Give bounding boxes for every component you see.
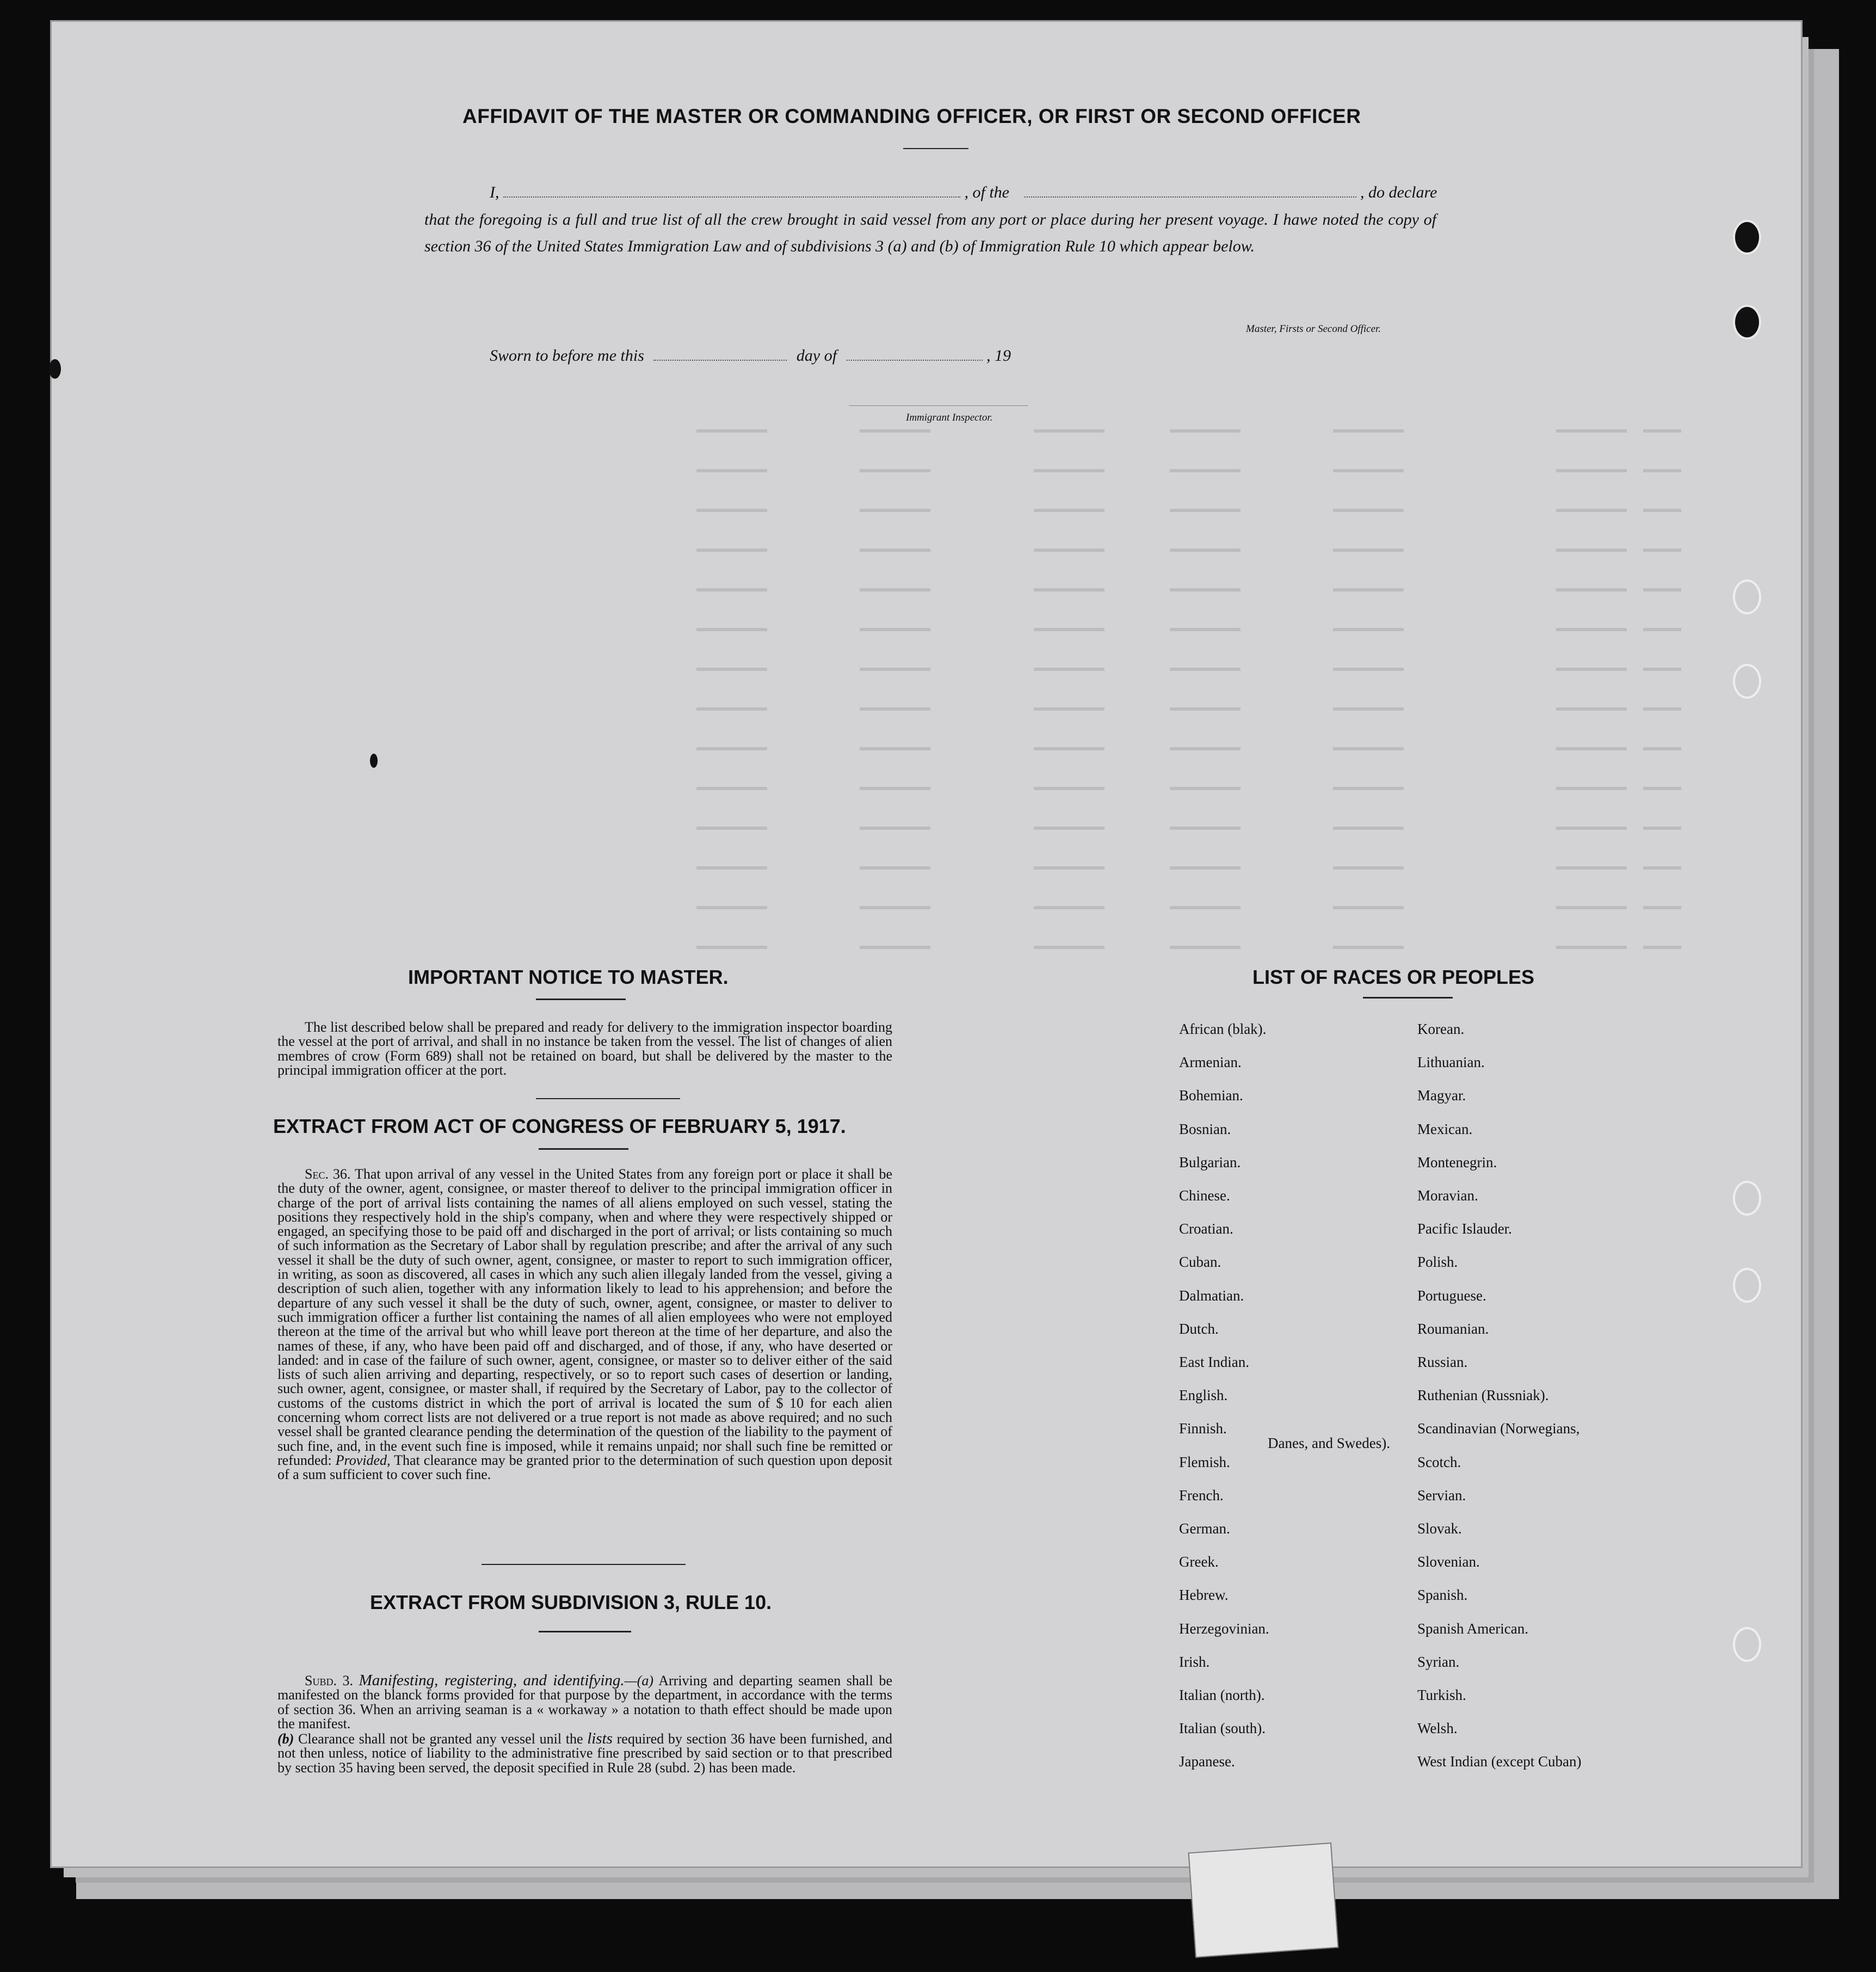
race-item: Russian. bbox=[1417, 1354, 1468, 1370]
show-through-mark bbox=[1333, 549, 1404, 552]
race-item: Servian. bbox=[1417, 1487, 1466, 1503]
show-through-mark bbox=[1333, 469, 1404, 472]
show-through-row bbox=[109, 859, 1687, 880]
show-through-row bbox=[109, 501, 1687, 523]
ink-spot bbox=[370, 754, 378, 768]
race-item: Korean. bbox=[1417, 1021, 1465, 1037]
show-through-mark bbox=[1643, 429, 1681, 433]
show-through-mark bbox=[696, 906, 767, 909]
name-blank bbox=[503, 194, 960, 198]
show-through-mark bbox=[1034, 628, 1104, 631]
show-through-mark bbox=[696, 747, 767, 750]
binder-hole bbox=[1733, 220, 1761, 255]
show-through-mark bbox=[1643, 827, 1681, 830]
provided-label: Provided, bbox=[335, 1452, 391, 1468]
sworn-label: Sworn to before me this bbox=[490, 347, 644, 365]
show-through-row bbox=[109, 541, 1687, 563]
race-item: Scotch. bbox=[1417, 1453, 1461, 1470]
of-the-label: , of the bbox=[964, 183, 1009, 201]
race-item: Bulgarian. bbox=[1179, 1154, 1241, 1170]
show-through-mark bbox=[696, 509, 767, 512]
race-item: Spanish American. bbox=[1417, 1620, 1528, 1637]
show-through-mark bbox=[1556, 946, 1627, 949]
show-through-mark bbox=[1034, 787, 1104, 790]
binder-hole bbox=[1733, 1268, 1761, 1303]
paper-tab bbox=[1188, 1842, 1339, 1958]
show-through-mark bbox=[1643, 588, 1681, 591]
show-through-mark bbox=[860, 866, 930, 870]
show-through-row bbox=[109, 740, 1687, 761]
race-item: Roumanian. bbox=[1417, 1320, 1489, 1337]
show-through-mark bbox=[1333, 707, 1404, 711]
binder-hole bbox=[1733, 1181, 1761, 1216]
show-through-mark bbox=[1643, 668, 1681, 671]
race-item: Polish. bbox=[1417, 1254, 1458, 1271]
race-item: Turkish. bbox=[1417, 1687, 1466, 1703]
race-item: African (blak). bbox=[1179, 1021, 1267, 1037]
show-through-mark bbox=[1170, 787, 1241, 790]
show-through-mark bbox=[696, 668, 767, 671]
inspector-signature-line bbox=[849, 405, 1028, 406]
race-item: Spanish. bbox=[1417, 1587, 1468, 1604]
show-through-mark bbox=[860, 429, 930, 433]
show-through-mark bbox=[1034, 429, 1104, 433]
race-item: Dutch. bbox=[1179, 1320, 1219, 1337]
show-through-row bbox=[109, 779, 1687, 801]
show-through-row bbox=[109, 461, 1687, 483]
show-through-mark bbox=[860, 747, 930, 750]
notice-title: IMPORTANT NOTICE TO MASTER. bbox=[408, 966, 729, 988]
show-through-mark bbox=[1556, 906, 1627, 909]
show-through-mark bbox=[860, 707, 930, 711]
race-item: Dalmatian. bbox=[1179, 1287, 1244, 1304]
race-item: Ruthenian (Russniak). bbox=[1417, 1387, 1549, 1404]
race-item: Cuban. bbox=[1179, 1254, 1221, 1271]
show-through-mark bbox=[1034, 866, 1104, 870]
show-through-mark bbox=[1643, 628, 1681, 631]
notice-rule bbox=[536, 999, 626, 1000]
show-through-mark bbox=[1556, 549, 1627, 552]
show-through-mark bbox=[860, 787, 930, 790]
show-through-mark bbox=[1034, 827, 1104, 830]
part-b-text-2: required by section 36 have been furnished, and not then unless, notice of liability to the administrative fine prescribed by said section or to that prescribed by section 35 having been served, the deposit specified in Rule 28 (subd. 2) has been made. bbox=[277, 1731, 893, 1776]
show-through-mark bbox=[1556, 787, 1627, 790]
month-blank bbox=[847, 358, 983, 361]
vessel-blank bbox=[1025, 194, 1356, 198]
show-through-mark bbox=[696, 429, 767, 433]
binder-hole bbox=[1733, 664, 1761, 699]
section-rule bbox=[536, 1098, 680, 1099]
race-item: Welsh. bbox=[1417, 1720, 1458, 1737]
show-through-mark bbox=[860, 827, 930, 830]
show-through-mark bbox=[696, 946, 767, 949]
show-through-row bbox=[109, 700, 1687, 722]
show-through-mark bbox=[860, 588, 930, 591]
show-through-mark bbox=[696, 707, 767, 711]
signature-label: Master, Firsts or Second Officer. bbox=[1246, 323, 1381, 335]
show-through-mark bbox=[1034, 707, 1104, 711]
race-item: Danes, and Swedes). bbox=[1268, 1435, 1390, 1452]
show-through-mark bbox=[1034, 469, 1104, 472]
show-through-mark bbox=[1333, 588, 1404, 591]
act-title: EXTRACT FROM ACT OF CONGRESS OF FEBRUARY 5, 1917. bbox=[273, 1115, 846, 1137]
do-declare-label: , do declare bbox=[1360, 183, 1437, 201]
show-through-mark bbox=[1556, 588, 1627, 591]
show-through-mark bbox=[860, 469, 930, 472]
race-item: Chinese. bbox=[1179, 1187, 1230, 1204]
show-through-mark bbox=[696, 588, 767, 591]
show-through-mark bbox=[1034, 906, 1104, 909]
show-through-mark bbox=[1170, 747, 1241, 750]
race-item: East Indian. bbox=[1179, 1354, 1249, 1370]
show-through-mark bbox=[1333, 668, 1404, 671]
show-through-mark bbox=[1556, 628, 1627, 631]
show-through-mark bbox=[1556, 509, 1627, 512]
show-through-mark bbox=[1643, 509, 1681, 512]
race-item: Montenegrin. bbox=[1417, 1154, 1497, 1170]
subd-label: Subd. 3. bbox=[305, 1673, 354, 1688]
show-through-mark bbox=[1643, 469, 1681, 472]
show-through-row bbox=[109, 938, 1687, 960]
race-item: Magyar. bbox=[1417, 1087, 1466, 1104]
show-through-mark bbox=[696, 827, 767, 830]
show-through-mark bbox=[696, 549, 767, 552]
show-through-mark bbox=[1170, 588, 1241, 591]
show-through-mark bbox=[860, 549, 930, 552]
race-item: Greek. bbox=[1179, 1554, 1219, 1570]
section-rule bbox=[482, 1564, 686, 1565]
show-through-mark bbox=[1556, 469, 1627, 472]
day-of-label: day of bbox=[796, 347, 837, 365]
binder-hole bbox=[1733, 305, 1761, 340]
race-item: Syrian. bbox=[1417, 1653, 1460, 1670]
show-through-mark bbox=[1170, 866, 1241, 870]
race-item: Lithuanian. bbox=[1417, 1054, 1485, 1071]
show-through-row bbox=[109, 819, 1687, 841]
affidavit-line-1 bbox=[424, 183, 1437, 202]
part-a-text: Arriving and departing seamen shall be manifested on the blanck forms provided for that purpose by the department, in accordance with the terms of section 36. When an arriving seaman is a « workaway » a notation to thath effect should be made upon the manifest. bbox=[277, 1673, 892, 1731]
title-rule bbox=[903, 148, 968, 149]
subd-heading: Manifesting, registering, and identifying. bbox=[359, 1672, 625, 1689]
notice-text: The list described below shall be prepared and ready for delivery to the immigration inspector boarding the vessel at the port of arrival, and shall in no instance be taken from the vessel. The list of changes of alien membres of crow (Form 689) shall not be retained on board, but shall be delivered by the master to the principal immigration officer at the port. bbox=[277, 1019, 892, 1078]
binder-hole bbox=[1733, 580, 1761, 614]
race-item: Bohemian. bbox=[1179, 1087, 1243, 1104]
race-item: Croatian. bbox=[1179, 1221, 1233, 1237]
show-through-mark bbox=[1556, 668, 1627, 671]
show-through-mark bbox=[860, 946, 930, 949]
race-item: Hebrew. bbox=[1179, 1587, 1229, 1604]
show-through-mark bbox=[1170, 509, 1241, 512]
race-item: French. bbox=[1179, 1487, 1224, 1503]
race-item: Italian (south). bbox=[1179, 1720, 1266, 1737]
show-through-mark bbox=[1170, 946, 1241, 949]
race-item: West Indian (except Cuban) bbox=[1417, 1753, 1582, 1770]
part-b-lists: lists bbox=[587, 1730, 613, 1747]
show-through-mark bbox=[1170, 469, 1241, 472]
show-through-mark bbox=[1170, 668, 1241, 671]
rule10-rule bbox=[539, 1631, 631, 1632]
year-label: , 19 bbox=[986, 347, 1011, 365]
act-text bbox=[277, 1167, 892, 1482]
show-through-mark bbox=[1333, 747, 1404, 750]
race-item: Armenian. bbox=[1179, 1054, 1242, 1071]
show-through-row bbox=[109, 581, 1687, 602]
races-rule bbox=[1363, 997, 1453, 999]
race-item: Mexican. bbox=[1417, 1120, 1473, 1137]
show-through-mark bbox=[860, 906, 930, 909]
show-through-mark bbox=[1170, 707, 1241, 711]
show-through-mark bbox=[1556, 866, 1627, 870]
show-through-mark bbox=[1170, 429, 1241, 433]
act-body-end: That clearance may be granted prior to the determination of such question upon deposit of a sum sufficient to cover such fine. bbox=[277, 1452, 893, 1483]
show-through-mark bbox=[1034, 946, 1104, 949]
race-item: Japanese. bbox=[1179, 1753, 1235, 1770]
show-through-mark bbox=[696, 787, 767, 790]
show-through-mark bbox=[1643, 946, 1681, 949]
show-through-mark bbox=[1170, 549, 1241, 552]
race-item: German. bbox=[1179, 1520, 1230, 1537]
show-through-mark bbox=[1034, 509, 1104, 512]
show-through-mark bbox=[1556, 827, 1627, 830]
part-b-text-1: Clearance shall not be granted any vessel unil the bbox=[298, 1731, 583, 1747]
show-through-mark bbox=[1333, 866, 1404, 870]
race-item: Herzegovinian. bbox=[1179, 1620, 1269, 1637]
show-through-mark bbox=[860, 509, 930, 512]
race-item: English. bbox=[1179, 1387, 1228, 1404]
show-through-row bbox=[109, 898, 1687, 920]
show-through-mark bbox=[1034, 588, 1104, 591]
race-item: Flemish. bbox=[1179, 1453, 1230, 1470]
show-through-mark bbox=[1333, 906, 1404, 909]
race-item: Italian (north). bbox=[1179, 1687, 1265, 1703]
race-item: Moravian. bbox=[1417, 1187, 1478, 1204]
act-rule bbox=[539, 1148, 628, 1150]
binder-hole bbox=[1733, 1627, 1761, 1662]
show-through-mark bbox=[696, 469, 767, 472]
show-through-mark bbox=[1556, 747, 1627, 750]
part-a-label: —(a) bbox=[624, 1673, 654, 1688]
show-through-mark bbox=[1643, 906, 1681, 909]
race-item: Portuguese. bbox=[1417, 1287, 1486, 1304]
race-item: Finnish. bbox=[1179, 1420, 1227, 1437]
show-through-mark bbox=[1556, 429, 1627, 433]
show-through-mark bbox=[1333, 827, 1404, 830]
show-through-mark bbox=[1034, 747, 1104, 750]
show-through-row bbox=[109, 660, 1687, 682]
race-item: Bosnian. bbox=[1179, 1120, 1231, 1137]
show-through-mark bbox=[860, 668, 930, 671]
race-item: Pacific Islauder. bbox=[1417, 1221, 1512, 1237]
show-through-row bbox=[109, 422, 1687, 443]
affidavit-paragraph: that the foregoing is a full and true list of all the crew brought in said vessel from any port or place during her present voyage. I hawe noted the copy of section 36 of the United States Immigration Law and of subdivisions 3 (a) and (b) of Immigration Rule 10 which appear below. bbox=[424, 211, 1436, 255]
race-item: Slovenian. bbox=[1417, 1554, 1480, 1570]
race-item: Irish. bbox=[1179, 1653, 1210, 1670]
races-title: LIST OF RACES OR PEOPLES bbox=[1252, 966, 1535, 988]
show-through-mark bbox=[696, 628, 767, 631]
part-b-label: (b) bbox=[277, 1731, 294, 1747]
show-through-mark bbox=[1643, 549, 1681, 552]
show-through-mark bbox=[1034, 549, 1104, 552]
sworn-line bbox=[490, 347, 1011, 365]
show-through-mark bbox=[1034, 668, 1104, 671]
show-through-row bbox=[109, 620, 1687, 642]
show-through-mark bbox=[1643, 787, 1681, 790]
race-item: Slovak. bbox=[1417, 1520, 1462, 1537]
show-through-mark bbox=[1556, 707, 1627, 711]
affidavit-title: AFFIDAVIT OF THE MASTER OR COMMANDING OFFICER, OR FIRST OR SECOND OFFICER bbox=[462, 105, 1361, 127]
section-label: Sec. 36. bbox=[305, 1166, 351, 1182]
act-body: That upon arrival of any vessel in the United States from any foreign port or place it shall be the duty of the owner, agent, consignee, or master thereof to deliver to the principal immigration officer in charge of the port of arrival lists containing the names of all aliens employed on such vessel, stating the positions they respectively hold in the ship's company, when and where they were respectively shipped or engaged, an specifying those to be paid off and discharged in the port of arrival; or lists containing so much of such information as the Secretary of Labor shall by regulation prescribe; and after the arrival of any such vessel it shall be the duty of such owner, agent, consignee, or master to report to such immigration officer, in writing, as soon as discovered, all cases in which any such alien illegaly landed from the vessel, giving a description of such alien, together with any information likely to lead to his apprehension; and before the departure of any such vessel it shall be the duty of such, owner, agent, consignee, or master to deliver to such immigration officer a further list containing the names of all alien employees who were not employed thereon at the time of the arrival but who whill leave port thereon at the time of her departure, and also the names of these, if any, who have been paid off and discharged, and of those, if any, who have deserted or landed: and in case of the failure of such owner, agent, consignee, or master so to deliver either of the said lists of such alien arriving and departing, respectively, or so to report such cases of desertion or landing, such owner, agent, consignee, or master shall, if required by the Secretary of Labor, pay to the collector of customs of the customs district in which the port of arrival is located the sum of $ 10 for each alien concerning whom correct lists are not delivered or a true report is not made as above required; and no such vessel shall be granted clearance pending the determination of the question of the liability to the payment of such fine, and, in the event such fine is imposed, while it remains unpaid; nor shall such fine be remitted or refunded: bbox=[277, 1166, 892, 1468]
show-through-mark bbox=[1333, 429, 1404, 433]
show-through-mark bbox=[1333, 787, 1404, 790]
race-item: Scandinavian (Norwegians, bbox=[1417, 1420, 1580, 1437]
inspector-label: Immigrant Inspector. bbox=[906, 412, 993, 423]
rule10-part-b bbox=[277, 1731, 892, 1775]
show-through-mark bbox=[860, 628, 930, 631]
show-through-mark bbox=[1170, 906, 1241, 909]
rule10-title: EXTRACT FROM SUBDIVISION 3, RULE 10. bbox=[370, 1591, 772, 1613]
show-through-mark bbox=[1643, 747, 1681, 750]
show-through-mark bbox=[1170, 628, 1241, 631]
show-through-mark bbox=[1643, 707, 1681, 711]
show-through-mark bbox=[1333, 946, 1404, 949]
show-through-mark bbox=[1333, 628, 1404, 631]
show-through-mark bbox=[1333, 509, 1404, 512]
show-through-mark bbox=[696, 866, 767, 870]
rule10-part-a bbox=[277, 1673, 892, 1731]
show-through-mark bbox=[1643, 866, 1681, 870]
affidavit-i-label: I, bbox=[490, 183, 499, 201]
day-blank bbox=[653, 358, 787, 361]
margin-punch bbox=[49, 359, 61, 379]
show-through-mark bbox=[1170, 827, 1241, 830]
